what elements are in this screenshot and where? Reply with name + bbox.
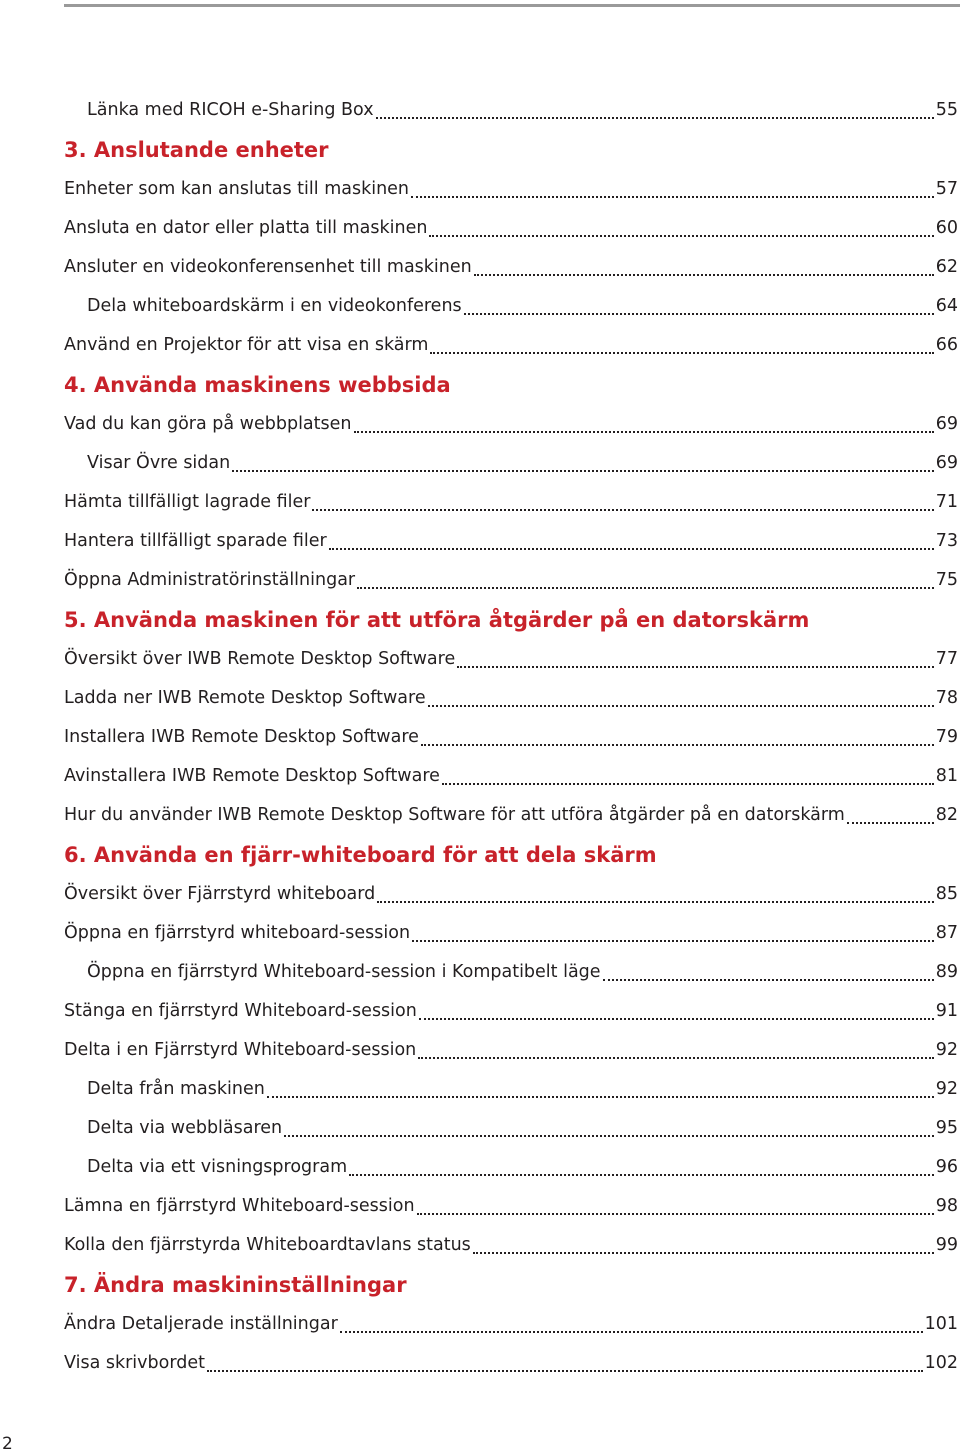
dot-leader xyxy=(430,351,933,354)
toc-entry-label: Öppna Administratörinställningar xyxy=(64,569,356,590)
toc-entry-label: Vad du kan göra på webbplatsen xyxy=(64,413,352,434)
dot-leader xyxy=(417,1212,934,1215)
toc-entry-page: 69 xyxy=(935,452,958,473)
toc-entry[interactable] xyxy=(64,679,958,718)
toc-entry-page: 96 xyxy=(935,1156,958,1177)
toc-entry[interactable] xyxy=(64,914,958,953)
toc-entry[interactable] xyxy=(64,992,958,1031)
dot-leader xyxy=(284,1134,934,1137)
dot-leader xyxy=(847,821,934,824)
toc-entry-label: Delta via webbläsaren xyxy=(87,1117,283,1138)
toc-entry-page: 57 xyxy=(935,178,958,199)
toc-entry-label: Öppna en fjärrstyrd whiteboard-session xyxy=(64,922,411,943)
toc-entry[interactable] xyxy=(64,640,958,679)
toc-entry-label: Delta via ett visningsprogram xyxy=(87,1156,348,1177)
toc-entry-label: Dela whiteboardskärm i en videokonferens xyxy=(87,295,462,316)
toc-entry[interactable] xyxy=(64,405,958,444)
header-rule xyxy=(64,4,960,7)
dot-leader xyxy=(474,273,934,276)
dot-leader xyxy=(267,1095,934,1098)
toc-entry-page: 78 xyxy=(935,687,958,708)
toc-entry-page: 99 xyxy=(935,1234,958,1255)
toc-entry-page: 73 xyxy=(935,530,958,551)
toc-entry-page: 62 xyxy=(935,256,958,277)
toc-entry-label: Hämta tillfälligt lagrade filer xyxy=(64,491,311,512)
toc-entry[interactable] xyxy=(64,91,958,130)
dot-leader xyxy=(473,1251,934,1254)
toc-entry-page: 101 xyxy=(924,1313,958,1334)
toc-entry-page: 75 xyxy=(935,569,958,590)
toc-entry-page: 79 xyxy=(935,726,958,747)
dot-leader xyxy=(349,1173,934,1176)
dot-leader xyxy=(418,1056,933,1059)
toc-entry[interactable] xyxy=(64,718,958,757)
dot-leader xyxy=(329,547,934,550)
toc-entry-page: 66 xyxy=(935,334,958,355)
toc-entry[interactable] xyxy=(64,953,958,992)
toc-entry-page: 55 xyxy=(935,99,958,120)
chapter-heading[interactable]: 3. Anslutande enheter xyxy=(64,137,329,162)
toc-entry-label: Öppna en fjärrstyrd Whiteboard-session i Kompatibelt läge xyxy=(87,961,601,982)
toc-entry[interactable] xyxy=(64,1109,958,1148)
toc-entry-label: Översikt över Fjärrstyrd whiteboard xyxy=(64,883,376,904)
toc-entry-page: 95 xyxy=(935,1117,958,1138)
toc-entry-label: Avinstallera IWB Remote Desktop Software xyxy=(64,765,440,786)
toc-entry-label: Ansluta en dator eller platta till maskinen xyxy=(64,217,428,238)
toc-entry[interactable] xyxy=(64,209,958,248)
toc-entry-label: Hantera tillfälligt sparade filer xyxy=(64,530,327,551)
toc-entry-label: Använd en Projektor för att visa en skärm xyxy=(64,334,429,355)
toc-entry[interactable] xyxy=(64,796,958,835)
toc-entry-page: 60 xyxy=(935,217,958,238)
dot-leader xyxy=(457,665,934,668)
toc-entry[interactable] xyxy=(64,1187,958,1226)
dot-leader xyxy=(357,586,934,589)
chapter-heading[interactable]: 5. Använda maskinen för att utföra åtgärder på en datorskärm xyxy=(64,607,810,632)
dot-leader xyxy=(377,900,933,903)
toc-entry[interactable] xyxy=(64,1305,958,1344)
toc-entry[interactable] xyxy=(64,1070,958,1109)
toc-entry[interactable] xyxy=(64,875,958,914)
dot-leader xyxy=(428,704,934,707)
toc-entry[interactable] xyxy=(64,522,958,561)
toc-entry-label: Installera IWB Remote Desktop Software xyxy=(64,726,419,747)
toc-entry-label: Visar Övre sidan xyxy=(87,452,231,473)
toc-entry-label: Kolla den fjärrstyrda Whiteboardtavlans status xyxy=(64,1234,471,1255)
dot-leader xyxy=(340,1330,923,1333)
dot-leader xyxy=(207,1369,923,1372)
toc-entry[interactable] xyxy=(64,1226,958,1265)
toc-entry-label: Delta från maskinen xyxy=(87,1078,265,1099)
toc-entry-label: Delta i en Fjärrstyrd Whiteboard-session xyxy=(64,1039,417,1060)
toc-entry-page: 77 xyxy=(935,648,958,669)
toc-entry[interactable] xyxy=(64,757,958,796)
dot-leader xyxy=(411,195,934,198)
dot-leader xyxy=(464,312,934,315)
toc-entry-page: 91 xyxy=(935,1000,958,1021)
dot-leader xyxy=(429,234,933,237)
toc-entry-label: Länka med RICOH e-Sharing Box xyxy=(87,99,374,120)
dot-leader xyxy=(354,430,934,433)
dot-leader xyxy=(442,782,934,785)
toc-entry-page: 102 xyxy=(924,1352,958,1373)
toc-entry-label: Visa skrivbordet xyxy=(64,1352,205,1373)
toc-entry[interactable] xyxy=(64,561,958,600)
toc-entry-page: 82 xyxy=(935,804,958,825)
toc-entry[interactable] xyxy=(64,483,958,522)
toc-entry[interactable] xyxy=(64,1148,958,1187)
toc-entry-page: 92 xyxy=(935,1078,958,1099)
toc-entry[interactable] xyxy=(64,248,958,287)
dot-leader xyxy=(312,508,933,511)
toc-entry[interactable] xyxy=(64,326,958,365)
toc-entry-label: Hur du använder IWB Remote Desktop Software för att utföra åtgärder på en datorskärm xyxy=(64,804,845,825)
toc-entry-page: 64 xyxy=(935,295,958,316)
toc-entry-page: 71 xyxy=(935,491,958,512)
chapter-heading[interactable]: 4. Använda maskinens webbsida xyxy=(64,372,451,397)
toc-entry-label: Ansluter en videokonferensenhet till maskinen xyxy=(64,256,472,277)
toc-entry-page: 81 xyxy=(935,765,958,786)
toc-entry[interactable] xyxy=(64,444,958,483)
chapter-heading[interactable]: 6. Använda en fjärr-whiteboard för att dela skärm xyxy=(64,842,657,867)
dot-leader xyxy=(232,469,933,472)
page-number: 2 xyxy=(2,1434,13,1454)
toc-entry-page: 85 xyxy=(935,883,958,904)
toc-entry-label: Översikt över IWB Remote Desktop Software xyxy=(64,648,456,669)
toc-entry-label: Enheter som kan anslutas till maskinen xyxy=(64,178,410,199)
toc-entry[interactable] xyxy=(64,1344,958,1383)
dot-leader xyxy=(412,939,934,942)
toc-entry[interactable] xyxy=(64,287,958,326)
toc-entry-label: Stänga en fjärrstyrd Whiteboard-session xyxy=(64,1000,417,1021)
toc-entry-label: Ändra Detaljerade inställningar xyxy=(64,1313,338,1334)
table-of-contents xyxy=(64,91,958,1383)
dot-leader xyxy=(376,116,934,119)
toc-entry-page: 69 xyxy=(935,413,958,434)
chapter-heading[interactable]: 7. Ändra maskininställningar xyxy=(64,1272,407,1297)
toc-entry-page: 89 xyxy=(935,961,958,982)
dot-leader xyxy=(421,743,934,746)
toc-entry-label: Lämna en fjärrstyrd Whiteboard-session xyxy=(64,1195,415,1216)
toc-entry-page: 92 xyxy=(935,1039,958,1060)
toc-entry-page: 87 xyxy=(935,922,958,943)
toc-entry[interactable] xyxy=(64,1031,958,1070)
toc-entry-page: 98 xyxy=(935,1195,958,1216)
toc-entry-label: Ladda ner IWB Remote Desktop Software xyxy=(64,687,426,708)
toc-entry[interactable] xyxy=(64,170,958,209)
dot-leader xyxy=(419,1017,934,1020)
dot-leader xyxy=(603,978,934,981)
